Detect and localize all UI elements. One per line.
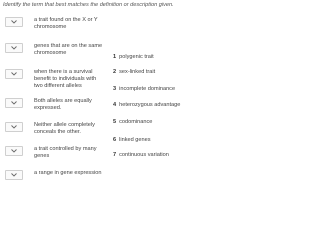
match-row (5, 122, 112, 136)
chevron-down-icon (11, 46, 17, 50)
match-row (5, 146, 112, 160)
option-number: 7 (113, 152, 117, 158)
match-row (5, 170, 112, 180)
option-item (113, 54, 154, 61)
option-label: heterozygous advantage (119, 102, 181, 108)
definition-text: Both alleles are equally expressed. (34, 98, 92, 111)
definition-text: Neither allele completely conceals the other. (34, 122, 95, 135)
definition-text: a range in gene expression (34, 170, 102, 176)
option-item (113, 86, 175, 93)
option-label: incomplete dominance (119, 86, 176, 92)
answer-dropdown[interactable] (5, 146, 23, 156)
chevron-down-icon (11, 20, 17, 24)
answer-dropdown[interactable] (5, 122, 23, 132)
instruction-text: Identify the term that best matches the definition or description given. (3, 2, 174, 8)
chevron-down-icon (11, 101, 17, 105)
option-item (113, 152, 169, 159)
match-row (5, 43, 112, 57)
option-number: 4 (113, 102, 117, 108)
option-item (113, 102, 180, 109)
option-number: 2 (113, 69, 117, 75)
chevron-down-icon (11, 72, 17, 76)
match-row (5, 17, 112, 31)
option-label: sex-linked trait (119, 69, 156, 75)
match-row (5, 98, 112, 112)
match-row (5, 69, 112, 90)
option-number: 5 (113, 119, 117, 125)
option-label: polygenic trait (119, 54, 154, 60)
answer-dropdown[interactable] (5, 69, 23, 79)
option-label: continuous variation (119, 152, 169, 158)
answer-dropdown[interactable] (5, 170, 23, 180)
chevron-down-icon (11, 149, 17, 153)
definition-text: genes that are on the same chromosome (34, 43, 103, 56)
definition-text: a trait found on the X or Y chromosome (34, 17, 98, 30)
option-label: codominance (119, 119, 153, 125)
option-item (113, 137, 151, 144)
option-item (113, 69, 155, 76)
chevron-down-icon (11, 173, 17, 177)
answer-dropdown[interactable] (5, 98, 23, 108)
definition-text: when there is a survival benefit to individuals with two different alleles (34, 69, 97, 89)
answer-dropdown[interactable] (5, 17, 23, 27)
chevron-down-icon (11, 125, 17, 129)
option-number: 1 (113, 54, 117, 60)
option-item (113, 119, 152, 126)
answer-dropdown[interactable] (5, 43, 23, 53)
option-label: linked genes (119, 137, 151, 143)
definition-text: a trait controlled by many genes (34, 146, 97, 159)
option-number: 6 (113, 137, 117, 143)
option-number: 3 (113, 86, 117, 92)
